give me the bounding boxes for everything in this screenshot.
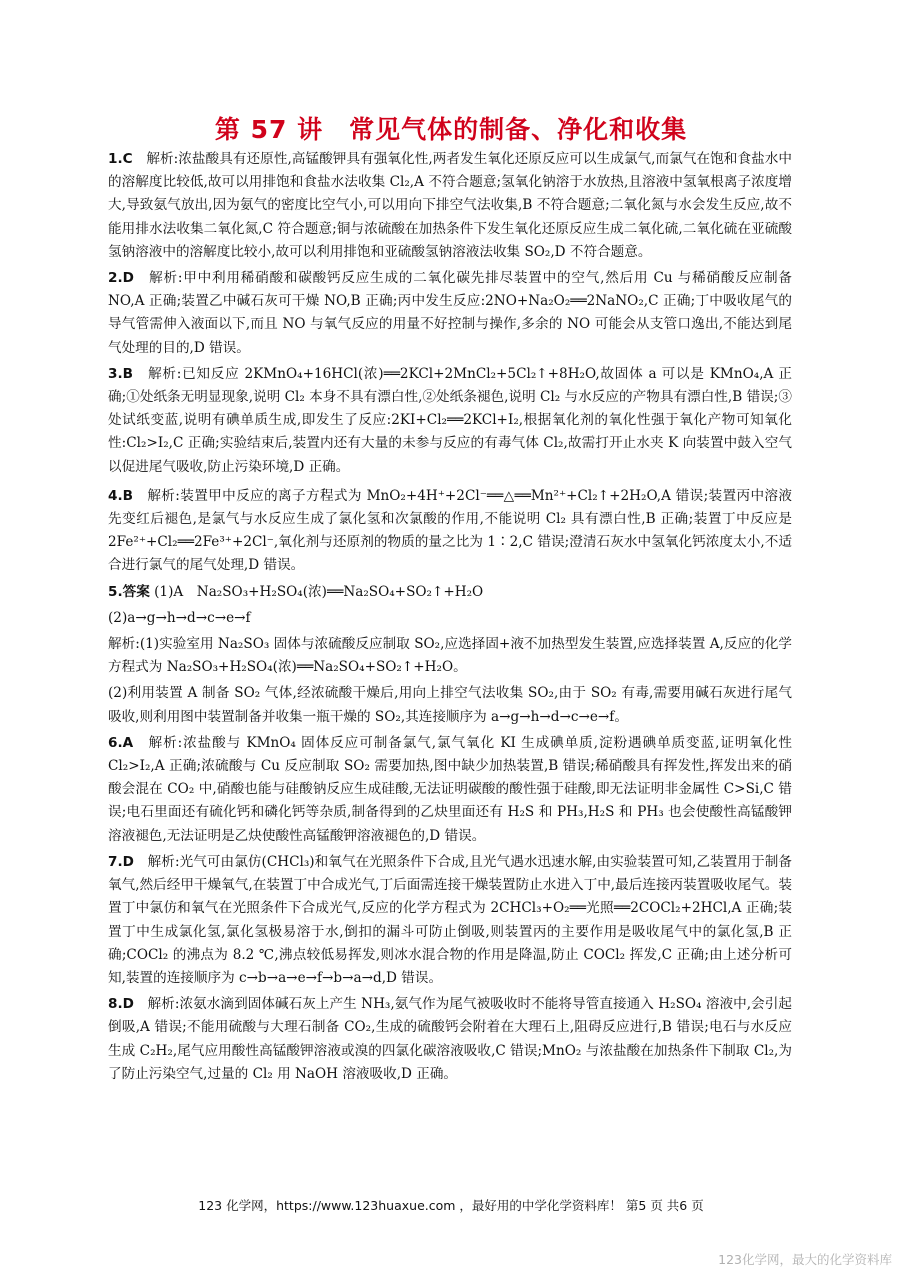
answer-item — [108, 148, 792, 264]
answer-item — [108, 851, 792, 990]
item-text: 解析:已知反应 2KMnO₄+16HCl(浓)══2KCl+2MnCl₂+5Cl₂↑+8H₂O,故固体 a 可以是 KMnO₄,A 正确;①处纸条无明显现象,说明 Cl₂ 本身不具有漂白性,②处纸条褪色,说明 Cl₂ 与水反应的产物具有漂白性,B 错误;③处试纸变蓝,说明有碘单质生成,即发生了反应:2KI+Cl₂══2KCl+I₂,根据氧化剂的氧化性强于氧化产物可知氧化性:Cl₂>I₂,C 正确;实验结束后,装置内还有大量的未参与反应的有毒气体 Cl₂,故需打开止水夹 K 向装置中鼓入空气以促进尾气吸收,防止污染环境,D 正确。 — [108, 365, 792, 475]
item-number: 4.B — [108, 487, 133, 504]
item-text: 解析:浓盐酸与 KMnO₄ 固体反应可制备氯气,氯气氧化 KI 生成碘单质,淀粉遇碘单质变蓝,证明氧化性 Cl₂>I₂,A 正确;浓硫酸与 Cu 反应制取 SO₂ 需要加热,图中缺少加热装置,B 错误;稀硝酸具有挥发性,挥发出来的硝酸会混在 CO₂ 中,硝酸也能与硅酸钠反应生成硅酸,无法证明碳酸的酸性强于硅酸,即无法证明非金属性 C>Si,C 错误;电石里面还有硫化钙和磷化钙等杂质,制备得到的乙炔里面还有 H₂S 和 PH₃,H₂S 和 PH₃ 也会使酸性高锰酸钾溶液褪色,无法证明是乙炔使酸性高锰酸钾溶液褪色的,D 错误。 — [108, 734, 792, 844]
item-text: 解析:光气可由氯仿(CHCl₃)和氧气在光照条件下合成,且光气遇水迅速水解,由实验装置可知,乙装置用于制备氧气,然后经甲干燥氧气,在装置丁中合成光气,丁后面需连接干燥装置防止水进入丁中,最后连接丙装置吸收尾气。装置丁中氯仿和氧气在光照条件下合成光气,反应的化学方程式为 2CHCl₃+O₂══光照══2COCl₂+2HCl,A 正确;装置丁中生成氯化氢,氯化氢极易溶于水,倒扣的漏斗可防止倒吸,则装置丙的主要作用是吸收尾气中的氯化氢,B 正确;COCl₂ 的沸点为 8.2 ℃,沸点较低易挥发,则冰水混合物的作用是降温,防止 COCl₂ 挥发,C 正确;由上述分析可知,装置的连接顺序为 c→b→a→e→f→b→a→d,D 错误。 — [108, 853, 792, 986]
answer-item — [108, 485, 792, 578]
item-text: 解析:浓氨水滴到固体碱石灰上产生 NH₃,氨气作为尾气被吸收时不能将导管直接通入 H₂SO₄ 溶液中,会引起倒吸,A 错误;不能用硫酸与大理石制备 CO₂,生成的硫酸钙会附着在大理石上,阻碍反应进行,B 错误;电石与水反应生成 C₂H₂,尾气应用酸性高锰酸钾溶液或溴的四氯化碳溶液吸收,C 错误;MnO₂ 与浓盐酸在加热条件下制取 Cl₂,为了防止污染空气,过量的 Cl₂ 用 NaOH 溶液吸收,D 正确。 — [108, 996, 792, 1082]
item-text: 解析:浓盐酸具有还原性,高锰酸钾具有强氧化性,两者发生氧化还原反应可以生成氯气,而氯气在饱和食盐水中的溶解度比较低,故可以用排饱和食盐水法收集 Cl₂,A 不符合题意;氢氧化钠溶于水放热,且溶液中氢氧根离子浓度增大,导致氨气放出,因为氨气的密度比空气小,可以用向下排空气法收集,B 不符合题意;二氧化氮与水会发生反应,故不能用排水法收集二氧化氮,C 符合题意;铜与浓硫酸在加热条件下发生氧化还原反应生成二氧化硫,二氧化硫在亚硫酸氢钠溶液中的溶解度比较小,故可以利用排饱和亚硫酸氢钠溶液法收集 SO₂,D 不符合题意。 — [108, 151, 792, 260]
item-number: 2.D — [108, 270, 134, 287]
item-number: 6.A — [108, 734, 134, 751]
item-text: (2)利用装置 A 制备 SO₂ 气体,经浓硫酸干燥后,用向上排空气法收集 SO₂,由于 SO₂ 有毒,需要用碱石灰进行尾气吸收,则利用图中装置制备并收集一瓶干燥的 SO₂,其连接顺序为 a→g→h→d→c→e→f。 — [108, 685, 792, 725]
answer-item — [108, 607, 792, 630]
answer-item — [108, 267, 792, 360]
answer-item — [108, 993, 792, 1086]
answer-item — [108, 633, 792, 679]
item-text: 解析:装置甲中反应的离子方程式为 MnO₂+4H⁺+2Cl⁻══△══Mn²⁺+Cl₂↑+2H₂O,A 错误;装置丙中溶液先变红后褪色,是氯气与水反应生成了氯化氢和次氯酸的作用,不能说明 Cl₂ 具有漂白性,B 正确;装置丁中反应是 2Fe²⁺+Cl₂══2Fe³⁺+2Cl⁻,氧化剂与还原剂的物质的量之比为 1∶2,C 错误;澄清石灰水中氢氧化钙浓度太小,不适合进行氯气的尾气处理,D 错误。 — [108, 487, 792, 574]
page-title: 第 57 讲 常见气体的制备、净化和收集 — [214, 115, 688, 144]
answer-item — [108, 682, 792, 728]
answer-item — [108, 581, 792, 604]
item-text: (2)a→g→h→d→c→e→f — [108, 609, 251, 626]
answer-item — [108, 363, 792, 479]
answer-list — [108, 148, 792, 1089]
item-text: 解析:甲中利用稀硝酸和碳酸钙反应生成的二氧化碳先排尽装置中的空气,然后用 Cu 与稀硝酸反应制备 NO,A 正确;装置乙中碱石灰可干燥 NO,B 正确;丙中发生反应:2NO+Na₂O₂══2NaNO₂,C 正确;丁中吸收尾气的导气管需伸入液面以下,而且 NO 与氧气反应的用量不好控制与操作,多余的 NO 可能会从支管口逸出,不能达到尾气处理的目的,D 错误。 — [108, 270, 792, 356]
item-number: 7.D — [108, 853, 134, 870]
item-number: 1.C — [108, 151, 133, 167]
item-text: (1)A Na₂SO₃+H₂SO₄(浓)══Na₂SO₄+SO₂↑+H₂O — [149, 583, 484, 600]
item-text: 解析:(1)实验室用 Na₂SO₃ 固体与浓硫酸反应制取 SO₂,应选择固+液不加热型发生装置,应选择装置 A,反应的化学方程式为 Na₂SO₃+H₂SO₄(浓)══Na₂SO₄+SO₂↑+H₂O。 — [108, 636, 792, 676]
answer-item — [108, 732, 792, 848]
item-number: 3.B — [108, 365, 133, 382]
item-number: 5.答案 — [108, 583, 150, 600]
watermark-text: 123化学网，最大的化学资料库 — [718, 1252, 892, 1267]
item-number: 8.D — [108, 996, 134, 1013]
page-footer: 123 化学网，https://www.123huaxue.com ，最好用的中学化学资料库！ 第5 页 共6 页 — [198, 1198, 704, 1213]
